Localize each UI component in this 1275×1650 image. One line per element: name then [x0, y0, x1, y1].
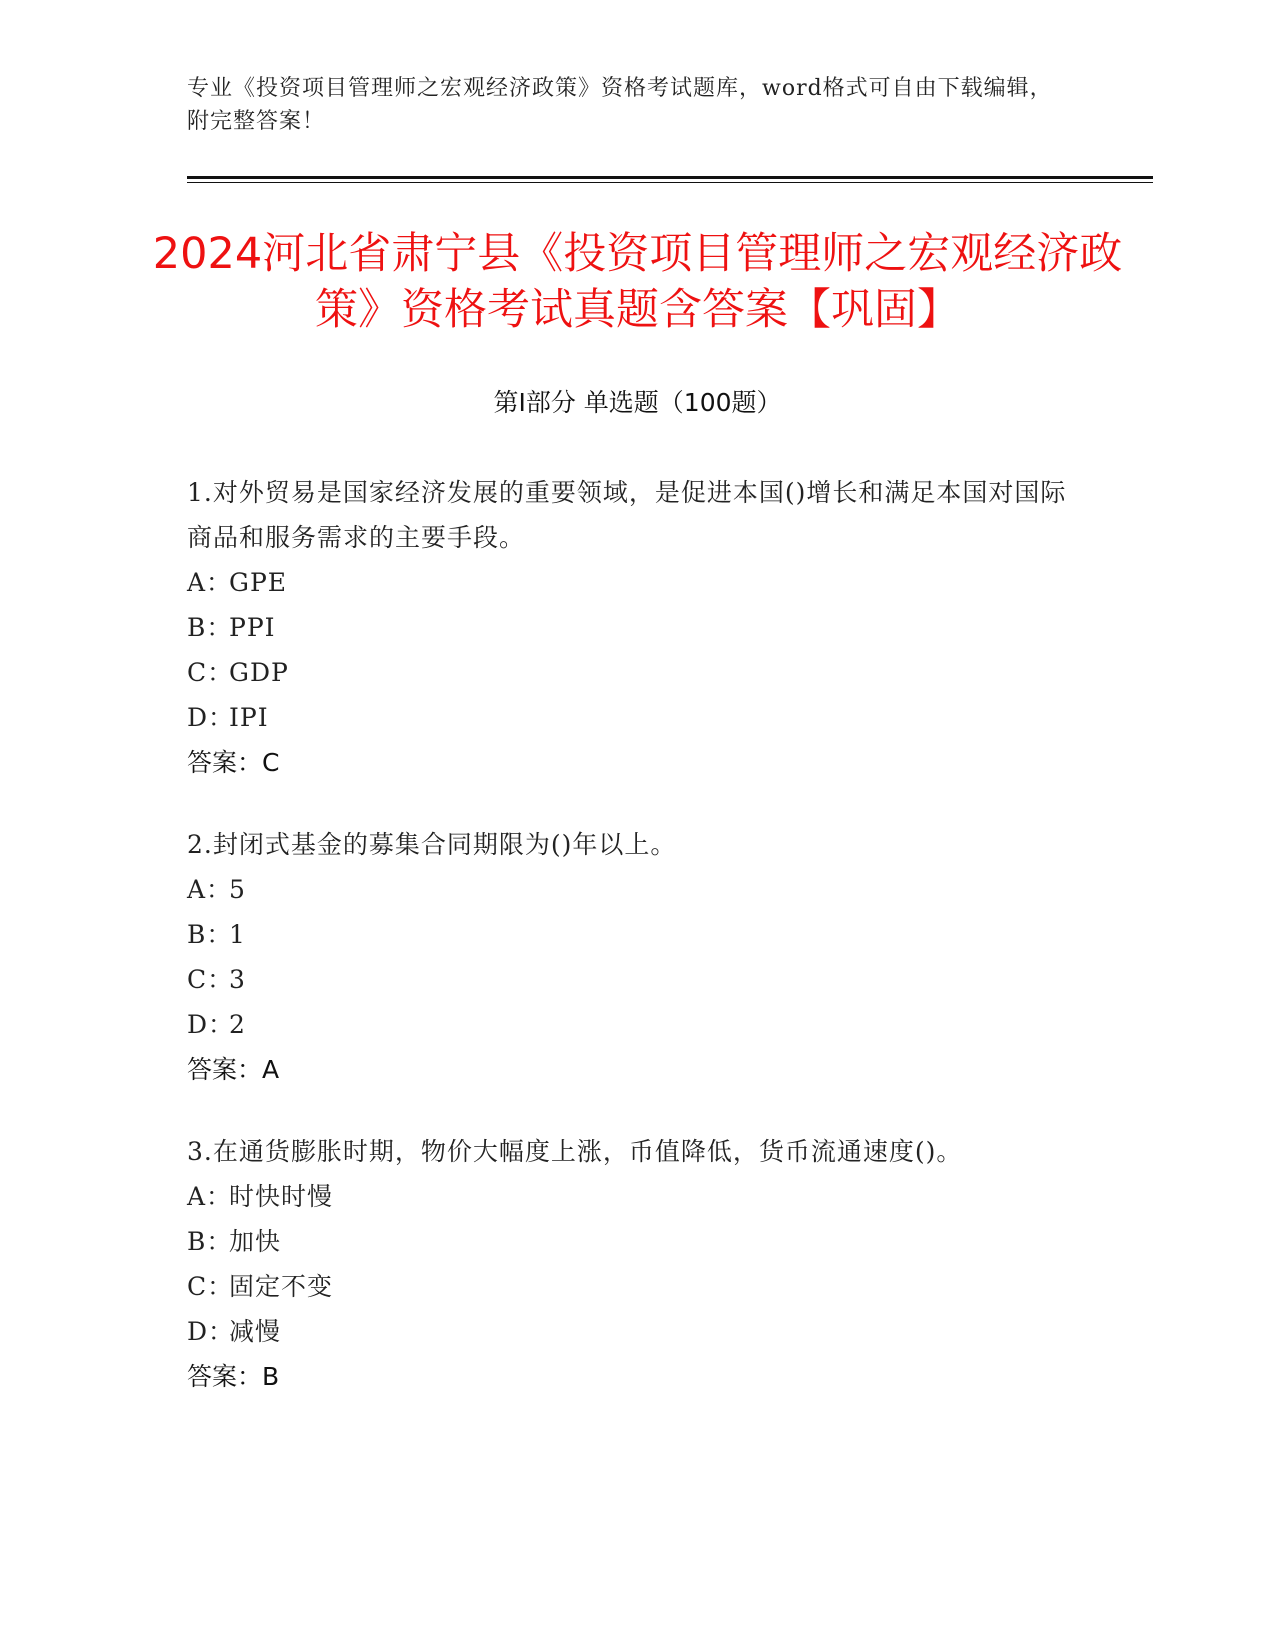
option-letter: B： [187, 920, 233, 949]
question-stem: 1.对外贸易是国家经济发展的重要领域，是促进本国()增长和满足本国对国际商品和服务需求的主要手段。 [187, 478, 1067, 552]
option-text: 固定不变 [229, 1272, 334, 1301]
option-text: 5 [229, 875, 246, 904]
option-text: PPI [229, 613, 276, 642]
option-d [187, 1309, 1067, 1354]
question-stem: 2.封闭式基金的募集合同期限为()年以上。 [187, 830, 677, 859]
option-letter: A： [187, 568, 233, 597]
option-letter: D： [187, 1010, 235, 1039]
option-letter: A： [187, 1182, 233, 1211]
option-b [187, 1219, 1067, 1264]
question-3 [187, 1129, 1067, 1399]
option-d [187, 1002, 1067, 1047]
option-text: 1 [229, 920, 246, 949]
section-heading: 第Ⅰ部分 单选题（100题） [493, 388, 782, 417]
header-note: 专业《投资项目管理师之宏观经济政策》资格考试题库，word格式可自由下载编辑，附完整答案！ [187, 76, 1053, 134]
answer-line: 答案：C [187, 748, 280, 777]
option-d [187, 695, 1067, 740]
option-c [187, 650, 1067, 695]
document-title: 2024河北省肃宁县《投资项目管理师之宏观经济政策》资格考试真题含答案【巩固】 [152, 229, 1123, 335]
option-letter: A： [187, 875, 233, 904]
option-a [187, 1174, 1067, 1219]
option-text: 3 [229, 965, 246, 994]
option-b [187, 912, 1067, 957]
question-stem: 3.在通货膨胀时期，物价大幅度上涨，币值降低，货币流通速度()。 [187, 1137, 963, 1166]
question-list [187, 470, 1067, 1436]
option-b [187, 605, 1067, 650]
option-c [187, 1264, 1067, 1309]
option-letter: C： [187, 658, 234, 687]
answer-line: 答案：A [187, 1055, 280, 1084]
question-2 [187, 822, 1067, 1092]
option-letter: B： [187, 613, 233, 642]
option-text: GPE [229, 568, 288, 597]
answer-line: 答案：B [187, 1362, 280, 1391]
header-divider-thick [187, 176, 1153, 179]
option-text: IPI [229, 703, 269, 732]
option-text: 加快 [229, 1227, 282, 1256]
option-letter: B： [187, 1227, 233, 1256]
option-text: 时快时慢 [229, 1182, 334, 1211]
question-1 [187, 470, 1067, 785]
option-letter: C： [187, 965, 234, 994]
option-letter: C： [187, 1272, 234, 1301]
option-a [187, 560, 1067, 605]
option-text: GDP [229, 658, 289, 687]
option-c [187, 957, 1067, 1002]
option-letter: D： [187, 703, 235, 732]
option-letter: D： [187, 1317, 235, 1346]
header-divider-thin [187, 182, 1153, 183]
option-text: 减慢 [229, 1317, 282, 1346]
option-text: 2 [229, 1010, 246, 1039]
option-a [187, 867, 1067, 912]
